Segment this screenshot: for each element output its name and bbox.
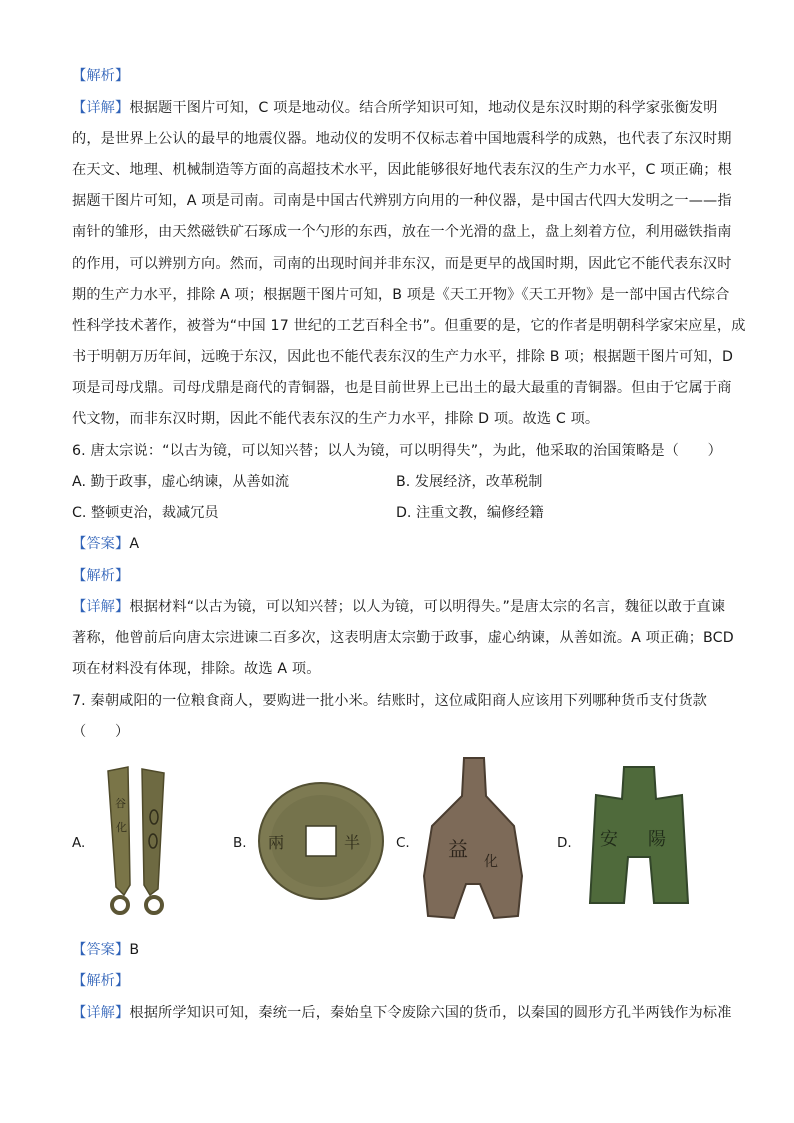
detail-text-line: 书于明朝万历年间，远晚于东汉，因此也不能代表东汉的生产力水平，排除 B 项；根据题干图片可知，D <box>72 349 734 365</box>
detail-text-line: 的，是世界上公认的最早的地震仪器。地动仪的发明不仅标志着中国地震科学的成熟，也代表了东汉时期 <box>72 131 732 147</box>
detail-tag: 【详解】 <box>72 1005 130 1021</box>
svg-text:兩: 兩 <box>268 833 285 852</box>
q6-option-a: A. 勤于政事，虚心纳谏，从善如流 <box>72 474 290 490</box>
detail-text-line: 性科学技术著作，被誉为“中国 17 世纪的工艺百科全书”。但重要的是，它的作者是明朝科学家宋应星，成 <box>72 318 746 334</box>
detail-text: 根据材料“以古为镜，可以知兴替；以人为镜，可以明得失。”是唐太宗的名言，魏征以敢于直谏 <box>129 599 726 615</box>
detail-tag: 【详解】 <box>72 599 130 615</box>
svg-text:陽: 陽 <box>648 829 666 850</box>
banliang-coin-image <box>256 780 386 902</box>
svg-text:谷: 谷 <box>115 797 126 810</box>
svg-text:半: 半 <box>344 833 361 852</box>
bu-coin-image <box>582 765 696 909</box>
question-7-stem-cont: （ ） <box>72 724 130 740</box>
q6-option-b: B. 发展经济，改革税制 <box>396 474 543 490</box>
detail-tag: 【详解】 <box>72 100 130 116</box>
knife-coin-image <box>94 765 180 917</box>
detail-text-line: 代文物，而非东汉时期，因此不能代表东汉的生产力水平，排除 D 项。故选 C 项。 <box>72 411 600 427</box>
detail-text-line: 项是司母戊鼎。司母戊鼎是商代的青铜器，也是目前世界上已出土的最大最重的青铜器。但由于它属于商 <box>72 380 732 396</box>
detail-text-line: 南针的雏形，由天然磁铁矿石琢成一个勺形的东西，放在一个光滑的盘上，盘上刻着方位，利用磁铁指南 <box>72 224 732 240</box>
answer-value: B <box>129 942 140 958</box>
q7-analysis-tag: 【解析】 <box>72 973 130 989</box>
svg-text:安: 安 <box>600 829 618 850</box>
q7-option-a-label: A. <box>72 835 86 851</box>
detail-text-line: 的作用，可以辨别方向。然而，司南的出现时间并非东汉，而是更早的战国时期，因此它不能代表东汉时 <box>72 256 732 272</box>
q7-option-c-label: C. <box>396 835 410 851</box>
detail-text-line: 期的生产力水平，排除 A 项；根据题干图片可知，B 项是《天工开物》《天工开物》是一部中国古代综合 <box>72 287 730 303</box>
analysis-tag: 【解析】 <box>72 68 130 84</box>
detail-text: 根据所学知识可知，秦统一后，秦始皇下令废除六国的货币，以秦国的圆形方孔半两钱作为标准 <box>129 1005 732 1021</box>
spade-coin-image <box>418 756 530 926</box>
q6-detail-line <box>72 597 725 617</box>
answer-value: A <box>129 536 140 552</box>
q6-detail-text-line: 著称，他曾前后向唐太宗进谏二百多次，这表明唐太宗勤于政事，虚心纳谏，从善如流。A 项正确；BCD <box>72 630 734 646</box>
q6-detail-text-line: 项在材料没有体现，排除。故选 A 项。 <box>72 661 321 677</box>
detail-text-line: 在天文、地理、机械制造等方面的高超技术水平，因此能够很好地代表东汉的生产力水平，C 项正确；根 <box>72 162 732 178</box>
question-6-stem: 6. 唐太宗说：“以古为镜，可以知兴替；以人为镜，可以明得失”，为此，他采取的治国策略是（ ） <box>72 443 723 459</box>
detail-text: 根据题干图片可知，C 项是地动仪。结合所学知识可知，地动仪是东汉时期的科学家张衡发明 <box>129 100 718 116</box>
q6-option-c: C. 整顿吏治，裁减冗员 <box>72 505 219 521</box>
answer-tag: 【答案】 <box>72 536 130 552</box>
detail-paragraph-line <box>72 98 718 118</box>
q6-option-d: D. 注重文教，编修经籍 <box>396 505 544 521</box>
answer-tag: 【答案】 <box>72 942 130 958</box>
question-7-stem: 7. 秦朝咸阳的一位粮食商人，要购进一批小米。结账时，这位咸阳商人应该用下列哪种货币支付货款 <box>72 693 708 709</box>
q7-detail-line <box>72 1003 732 1023</box>
q6-analysis-tag: 【解析】 <box>72 568 130 584</box>
q7-answer <box>72 940 139 960</box>
svg-text:化: 化 <box>116 821 127 834</box>
q7-option-b-label: B. <box>233 835 247 851</box>
q6-answer <box>72 534 139 554</box>
svg-text:益: 益 <box>448 837 468 861</box>
detail-text-line: 据题干图片可知，A 项是司南。司南是中国古代辨别方向用的一种仪器，是中国古代四大发明之一——指 <box>72 193 732 209</box>
q7-option-d-label: D. <box>557 835 572 851</box>
svg-text:化: 化 <box>484 854 498 870</box>
